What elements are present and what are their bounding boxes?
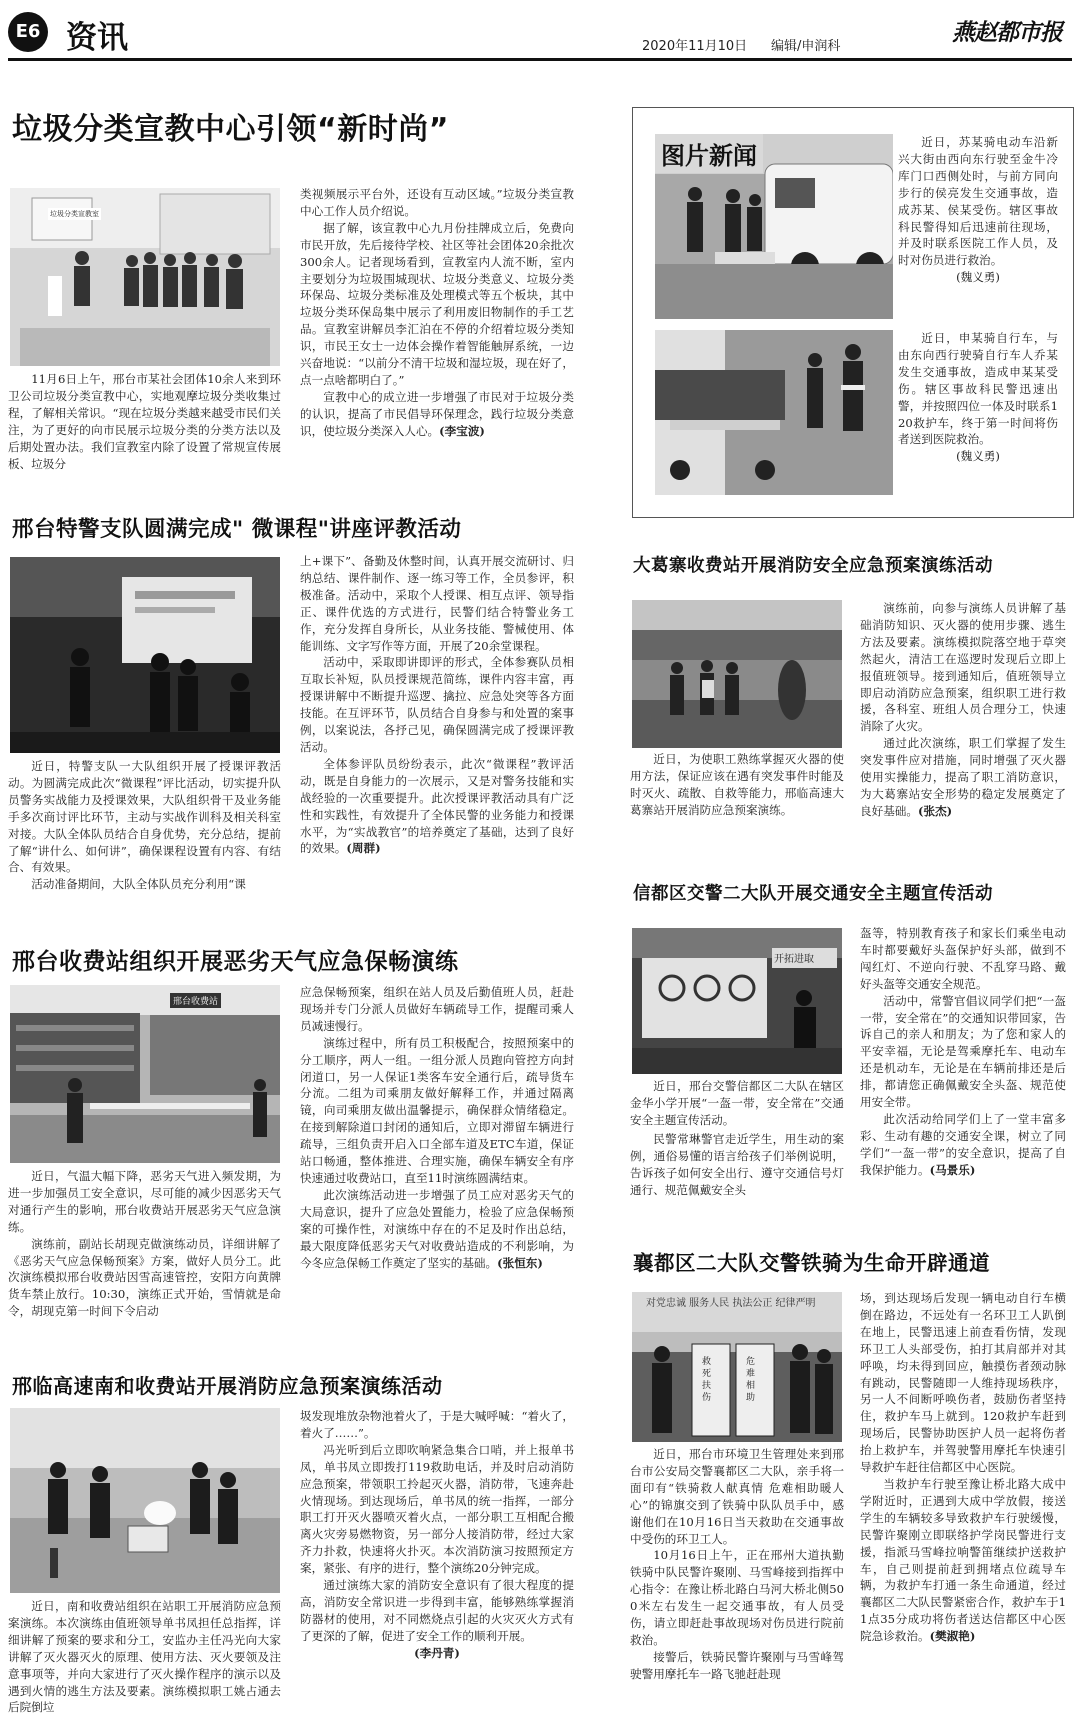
article1-right-p3-text: 宣教中心的成立进一步增强了市民对于垃圾分类的认识，提高了市民倡导环保理念，践行垃圾分类意识，使垃圾分类深入人心。	[300, 389, 574, 438]
article4-column-right	[300, 984, 574, 1353]
article7-photo	[632, 1292, 842, 1442]
article2-right-p1: 上+课下”、备勤及休整时间，认真开展交流研讨、归纳总结、课件制作、逐一练习等工作，全员参评，积极准备。活动中，采取个人授课、相互点评、领导指正、课件优选的方式进行，民警们结合特警业务工作，充分发挥自身所长，从业务技能、警械使用、体能训练、文字写作等方面，开展了20余堂课程。	[300, 554, 574, 653]
article4-right-p3-text: 此次演练活动进一步增强了员工应对恶劣天气的大局意识，提升了应急处置能力，检验了应急保畅预案的可操作性，对演练中存在的不足及时作出总结，最大限度降低恶劣天气对收费站造成的不利影响，为今冬应急保畅工作奠定了坚实的基础。	[300, 1187, 574, 1270]
article6-column-right	[300, 1408, 574, 1728]
article3-caption	[630, 751, 844, 841]
article3-right-p1: 演练前，向参与演练人员讲解了基础消防知识、灭火器的使用步骤、逃生方法及要素。演练模拟院落空地于草突然起火，清洁工在巡逻时发现后立即上报值班领导。接到通知后，值班领导立即启动消防应急预案，组织职工进行救援，各科室、班组人员合理分工，快速消除了火灾。	[860, 601, 1066, 734]
article7-banner-left: 救死扶伤	[702, 1357, 712, 1403]
article7-author: (樊淑艳)	[929, 1629, 976, 1644]
picnews-text-1	[898, 134, 1058, 320]
article1-column-left	[8, 371, 281, 489]
article3-author: (张杰)	[917, 803, 953, 818]
article2-right-p2: 活动中，采取即讲即评的形式，全体参赛队员相互取长补短，队员授课规范简练，课件内容丰富，再授课讲解中不断提升巡逻、擒拉、应急处突等各方面技能。在互评环节，队员结合自身参与和处置的案事例，以案说法，各抒己见，确保圆满完成了授课评教活动。	[300, 655, 574, 754]
article5-right-p3-text: 此次活动给同学们上了一堂丰富多彩、生动有趣的交通安全课，树立了同学们“一盔一带”的安全意识，提高了自我保护能力。	[860, 1111, 1066, 1177]
article6-right-p2: 冯光听到后立即吹响紧急集合口哨，并上报单书凤，单书凤立即拨打119救助电话，并及时启动消防应急预案，带领职工拎起灭火器，消防带，飞速奔赴火情现场。到达现场后，单书凤的统一指挥，一部分职工打开灭火器喷灭着火点，一部分职工互相配合搬离火灾旁易燃物资，另一部分人接消防带，经过大家齐力扑救，快速将火扑灭。本次消防演习按照预定方案，紧张、有序的进行，整个演练20分钟完成。	[300, 1442, 574, 1576]
article5-title: 信都区交警二大队开展交通安全主题宣传活动	[633, 884, 993, 904]
article4-right-p2: 演练过程中，所有员工积极配合，按照预案中的分工顺序，两人一组。一组分派人员跑向管控方向封闭道口，另一人保证1类客车安全通行后，疏导货车分流。二组为司乘朋友做好解释工作，并通过隔离镜，向司乘朋友做出温馨提示，确保群众情绪稳定。在接到解除道口封闭的通知后，立即对滞留车辆进行疏导，三组负责开启入口全部车道及ETC车道，保证站口畅通，整体推进、合理实施，确保车辆安全有序快速通过收费站口，直至11时演练圆满结束。	[300, 1035, 574, 1185]
article7-column-right	[860, 1290, 1066, 1728]
picnews-photo-2	[655, 330, 893, 495]
article1-right-p3	[300, 389, 574, 440]
article7-column-left	[630, 1446, 844, 1728]
article2-column-left	[8, 758, 281, 910]
article1-left-p1: 11月6日上午，邢台市某社会团体10余人来到环卫公司垃圾分类宣教中心，实地观摩垃圾分类收集过程，了解相关常识。“现在垃圾分类越来越受市民们关注，为了更好的向市民展示垃圾分类的分类方法以及后期处置办法。我们宣教室内除了设置了常规宣传展板、垃圾分	[8, 372, 281, 471]
article3-right-p2-text: 通过此次演练，职工们掌握了发生突发事件应对措施，同时增强了灭火器使用实操能力，提高了职工消防意识，为大葛寨站安全形势的稳定发展奠定了良好基础。	[860, 736, 1066, 818]
article3-photo	[632, 600, 842, 748]
picnews-text-1-body: 近日，苏某骑电动车沿新兴大街由西向东行驶至金牛冷库门口西侧处时，与前方同向步行的侯亮发生交通事故，造成苏某、侯某受伤。辖区事故科民警得知后迅速前往现场，并及时联系医院工作人员，及时对伤员进行救治。	[898, 135, 1058, 268]
article7-banner-right: 危难相助	[746, 1357, 756, 1403]
article2-column-right	[300, 553, 574, 909]
page-code-badge: E6	[8, 12, 48, 52]
article1-photo-sign: 垃圾分类宣教室	[50, 210, 99, 218]
picnews-label: 图片新闻	[655, 134, 763, 173]
issue-date: 2020年11月10日	[642, 39, 748, 54]
article5-column-right	[860, 925, 1066, 1205]
picnews-author-1: (魏义勇)	[956, 270, 1000, 285]
article4-title: 邢台收费站组织开展恶劣天气应急保畅演练	[12, 949, 459, 975]
editor-name: 编辑/申润科	[771, 39, 841, 54]
article6-title: 邢临高速南和收费站开展消防应急预案演练活动	[12, 1374, 443, 1398]
article1-right-p2: 据了解，该宣教中心九月份挂牌成立后，免费向市民开放，先后接待学校、社区等社会团体20余批次300余人。记者现场看到，宣教室内人流不断，室内主要划分为垃圾围城现状、垃圾分类意义、垃圾分类环保岛、垃圾分类标准及处理模式等五个板块，其中垃圾分类环保岛集中展示了利用废旧物制作的手工艺品。宣教室讲解员李汇泊在不停的介绍着垃圾分类知识，市民王女士一边体会操作着智能触屏系统，一边兴奋地说：“以前分不清干垃圾和湿垃圾，现在好了，点一点啥都明白了。”	[300, 220, 574, 387]
article6-right-p1: 圾发现堆放杂物池着火了，于是大喊呼喊：“着火了，着火了……”。	[300, 1409, 574, 1440]
article4-author: (张恒东)	[497, 1255, 543, 1270]
article4-left-p2: 演练前，副站长胡现克做演练动员，详细讲解了《恶劣天气应急保畅预案》方案，做好人员分工。此次演练模拟邢台收费站因雪高速管控，安阳方向黄牌货车禁止放行。10:30，演练正式开始，雪情就是命令，胡现克第一时间下令启动	[8, 1236, 281, 1319]
article5-right-p2: 活动中，常警官倡议同学们把“一盔一带，安全常在”的交通知识带回家，告诉自己的亲人和朋友；为了您和家人的平安幸福，无论是驾乘摩托车、电动车还是机动车，无论是在车辆前排还是后排，都请您正确佩戴安全头盔、规范使用安全带。	[860, 993, 1066, 1110]
article5-caption-text: 近日，邢台交警信都区二大队在辖区金华小学开展“一盔一带，安全常在”交通安全主题宣传活动。	[630, 1079, 844, 1127]
article2-title: 邢台特警支队圆满完成" 微课程"讲座评教活动	[12, 517, 462, 542]
article6-photo	[10, 1408, 280, 1593]
picnews-text-2	[898, 330, 1058, 500]
article5-author: (马景乐)	[929, 1162, 976, 1177]
article7-right-p2-text: 当救护车行驶至豫让桥北路大成中学附近时，正遇到大成中学放假，接送学生的车辆较多导致救护车行驶缓慢，民警许聚刚立即联络护学岗民警进行支援，指派马雪峰拉响警笛继续护送救护车，自己则提前赶到拥堵点位疏导车辆，为救护车打通一条生命通道，经过襄都区二大队民警紧密合作，救护车于11点35分成功将伤者送达信都区中心医院急诊救治。	[860, 1476, 1066, 1644]
article2-photo	[10, 557, 280, 753]
article2-left-p2: 活动准备期间，大队全体队员充分利用“课	[31, 877, 246, 892]
article7-right-p2	[860, 1476, 1066, 1645]
article3-right-p2	[860, 735, 1066, 820]
article3-title: 大葛寨收费站开展消防安全应急预案演练活动	[633, 556, 993, 576]
article5-caption	[630, 1078, 844, 1130]
article7-left-p2: 10月16日上午，正在邢州大道执勤铁骑中队民警许聚刚、马雪峰接到指挥中心指令：在豫让桥北路白马河大桥北侧500米左右发生一起交通事故，有人员受伤，请立即赶赴事故现场对伤员进行院前救治。	[630, 1548, 844, 1647]
article7-title: 襄都区二大队交警铁骑为生命开辟通道	[633, 1251, 990, 1275]
article4-right-p1: 应急保畅预案，组织在站人员及后勤值班人员，赶赴现场并专门分派人员做好车辆疏导工作，提醒司乘人员减速慢行。	[300, 985, 574, 1033]
article6-left-p1: 近日，南和收费站组织在站职工开展消防应急预案演练。本次演练由值班领导单书凤担任总指挥，详细讲解了预案的要求和分工，安监办主任冯光向大家讲解了灭火器灭火的原理、使用方法、灭火要领及注意事项等，并向大家进行了灭火操作程序的演示以及遇到火情的逃生方法及要素。演练模拟职工姚占通去后院倒垃	[8, 1599, 281, 1715]
article3-column-right	[860, 600, 1066, 840]
article4-right-p3	[300, 1187, 574, 1272]
article5-right-p1: 盔等，特别教育孩子和家长们乘坐电动车时都要戴好头盔保护好头部，做到不闯红灯、不逆向行驶、不乱穿马路、戴好头盔等交通安全规范。	[860, 926, 1066, 991]
article4-column-left	[8, 1168, 281, 1353]
article2-author: (周群)	[346, 841, 381, 856]
article4-photo	[10, 985, 280, 1163]
picnews-photo-1	[655, 134, 893, 319]
article7-right-p1: 场，到达现场后发现一辆电动自行车横倒在路边，不远处有一名环卫工人趴倒在地上，民警迅速上前查看伤情，发现环卫工人头部受伤，拍打其肩部并对其呼唤，均未得到回应，触摸伤者颈动脉有跳动，民警随即一人维持现场秩序，另一人不间断呼唤伤者，鼓励伤者坚持住，救护车马上就到。120救护车赶到现场后，民警协助医护人员一起将伤者抬上救护车，并驾驶警用摩托车快速引导救护车赶往信都区中心医院。	[860, 1291, 1066, 1475]
article5-photo	[632, 928, 842, 1074]
article7-photo-wall-text: 对党忠诚 服务人民 执法公正 纪律严明	[646, 1298, 816, 1309]
article7-left-p3: 接警后，铁骑民警许聚刚与马雪峰驾驶警用摩托车一路飞驰赶赴现	[630, 1649, 844, 1681]
article5-right-p3	[860, 1111, 1066, 1179]
article7-left-p1: 近日，邢台市环境卫生管理处来到邢台市公安局交警襄都区二大队，亲手将一面印有“铁骑救人献真情 危难相助暖人心”的锦旗交到了铁骑中队队员手中，感谢他们在10月16日当天救助在交通事故中受伤的环卫工人。	[630, 1447, 844, 1546]
article2-left-p1: 近日，特警支队一大队组织开展了授课评教活动。为圆满完成此次“微课程”评比活动，切实提升队员警务实战能力及授课效果，大队组织骨干及业务能手多次商讨评比环节，主动与实战作训科及相关科室对接。大队全体队员结合自身优势，充分总结，提前了解“讲什么、如何讲”，确保课程设置有内容、有结合、有效果。	[8, 759, 281, 875]
article6-author	[300, 1645, 574, 1662]
article1-author: (李宝波)	[439, 423, 485, 438]
article1-photo	[10, 188, 280, 366]
section-title: 资讯	[66, 20, 128, 56]
article6-author-text: (李丹青)	[414, 1645, 460, 1660]
page-header	[0, 0, 1080, 62]
picnews-author-2: (魏义勇)	[956, 449, 1000, 464]
article3-caption-text: 近日，为使职工熟练掌握灭火器的使用方法，保证应该在遇有突发事件时能及时灭火、疏散、自救等能力，邢临高速大葛寨站开展消防应急预案演练。	[630, 752, 844, 817]
article1-title: 垃圾分类宣教中心引领“新时尚”	[12, 112, 449, 147]
article5-photo-sign: 开拓进取	[774, 954, 814, 965]
article6-right-p3: 通过演练大家的消防安全意识有了很大程度的提高，消防安全常识进一步得到丰富，能够熟练掌握消防器材的使用，对不同燃烧点引起的火灾灭火方式有了更深的了解，促进了安全工作的顺利开展。	[300, 1578, 574, 1643]
article4-photo-sign: 邢台收费站	[170, 993, 221, 1008]
masthead-logo: 燕赵都市报	[952, 19, 1062, 46]
header-rule	[8, 58, 1072, 61]
picnews-text-2-body: 近日，申某骑自行车，与由东向西行驶骑自行车人乔某发生交通事故，造成申某某受伤。辖区事故科民警迅速出警，并按照四位一体及时联系120救护车，终于第一时间将伤者送到医院救治。	[898, 331, 1058, 447]
article5-column-left	[630, 1131, 844, 1203]
article5-left-p1: 民警常琳警官走近学生，用生动的案例，通俗易懂的语言给孩子们举例说明，告诉孩子如何安全出行、遵守交通信号灯通行、规范佩戴安全头	[630, 1132, 844, 1197]
article1-right-p1: 类视频展示平台外，还设有互动区域。”垃圾分类宣教中心工作人员介绍说。	[300, 187, 574, 218]
article1-column-right	[300, 186, 574, 490]
article6-column-left	[8, 1598, 281, 1726]
article4-left-p1: 近日，气温大幅下降，恶劣天气进入频发期，为进一步加强员工安全意识，尽可能的减少因恶劣天气对通行产生的影响，邢台收费站开展恶劣天气应急演练。	[8, 1169, 281, 1234]
article2-right-p3	[300, 756, 574, 857]
article2-right-p3-text: 全体参评队员纷纷表示，此次“微课程”教评活动，既是自身能力的一次展示，又是对警务技能和实战经验的一次重要提升。此次授课评教活动具有广泛性和实践性，有效提升了全体民警的业务能力和授课水平，为“实战教官”的培养奠定了基础，达到了良好的效果。	[300, 756, 574, 856]
